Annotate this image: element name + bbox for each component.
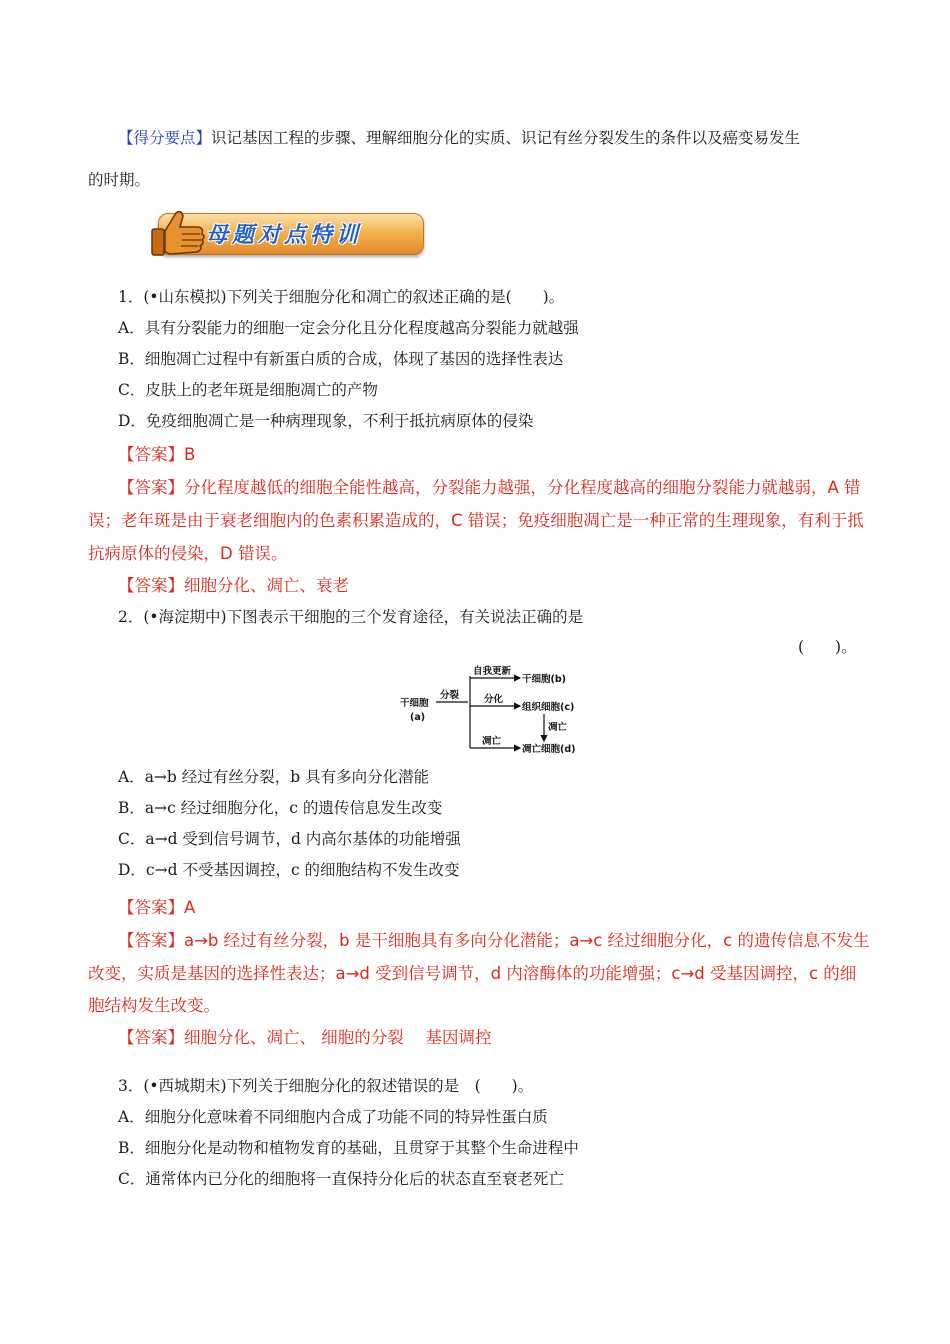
q1-option-a: A．具有分裂能力的细胞一定会分化且分化程度越高分裂能力就越强 xyxy=(118,319,579,337)
q1-explanation-line2: 误；老年斑是由于衰老细胞内的色素积累造成的，C 错误；免疫细胞凋亡是一种正常的生理现象，有利于抵 xyxy=(88,511,864,530)
q2-explanation-line2: 改变，实质是基因的选择性表达；a→d 受到信号调节，d 内溶酶体的功能增强；c→d 受基因调控，c 的细 xyxy=(88,964,857,983)
diagram-label-apop1: 凋亡 xyxy=(548,722,568,733)
key-points-tag: 【得分要点】 xyxy=(118,129,212,147)
diagram-label-a-sub: (a) xyxy=(410,712,426,723)
q1-answer: 【答案】B xyxy=(118,445,196,464)
q2-answer: 【答案】A xyxy=(118,898,196,917)
stem-cell-diagram xyxy=(398,664,598,759)
diagram-label-b: 干细胞(b) xyxy=(522,674,566,685)
q1-topic: 【答案】细胞分化、凋亡、衰老 xyxy=(118,576,349,595)
q1-option-c: C．皮肤上的老年斑是细胞凋亡的产物 xyxy=(118,381,378,399)
q1-explanation-line3: 抗病原体的侵染，D 错误。 xyxy=(88,544,288,563)
q2-explanation-line3: 胞结构发生改变。 xyxy=(88,996,220,1015)
diagram-label-renew: 自我更新 xyxy=(473,666,512,677)
diagram-label-split: 分裂 xyxy=(440,690,460,701)
q2-explanation-line1: 【答案】a→b 经过有丝分裂，b 是干细胞具有多向分化潜能；a→c 经过细胞分化，c 的遗传信息不发生 xyxy=(118,931,870,950)
q3-stem: 3．(•西城期末)下列关于细胞分化的叙述错误的是 ( )。 xyxy=(118,1077,534,1095)
diagram-label-d: 凋亡细胞(d) xyxy=(522,744,576,755)
section-banner xyxy=(148,207,426,257)
q1-option-d: D．免疫细胞凋亡是一种病理现象，不利于抵抗病原体的侵染 xyxy=(118,412,534,430)
banner-title: 母题对点特训 xyxy=(206,223,363,248)
q3-option-b: B．细胞分化是动物和植物发育的基础，且贯穿于其整个生命进程中 xyxy=(118,1139,579,1157)
q2-topic: 【答案】细胞分化、凋亡、 细胞的分裂 基因调控 xyxy=(118,1028,492,1047)
thumbs-up-icon xyxy=(148,207,208,259)
q2-option-a: A．a→b 经过有丝分裂，b 具有多向分化潜能 xyxy=(118,768,430,786)
q2-answer-paren: ( )。 xyxy=(798,638,857,656)
q1-explanation-line1: 【答案】分化程度越低的细胞全能性越高，分裂能力越强，分化程度越高的细胞分裂能力就越弱，A 错 xyxy=(118,478,861,497)
q2-option-c: C．a→d 受到信号调节，d 内高尔基体的功能增强 xyxy=(118,830,461,848)
key-points-text: 识记基因工程的步骤、理解细胞分化的实质、识记有丝分裂发生的条件以及癌变易发生 xyxy=(211,129,801,147)
q2-option-b: B．a→c 经过细胞分化，c 的遗传信息发生改变 xyxy=(118,799,443,817)
key-points-paragraph xyxy=(118,126,800,148)
q3-option-c: C．通常体内已分化的细胞将一直保持分化后的状态直至衰老死亡 xyxy=(118,1170,564,1188)
q2-stem: 2．(•海淀期中)下图表示干细胞的三个发育途径，有关说法正确的是 xyxy=(118,608,584,626)
diagram-label-diff: 分化 xyxy=(484,694,504,705)
q1-option-b: B．细胞凋亡过程中有新蛋白质的合成，体现了基因的选择性表达 xyxy=(118,350,564,368)
key-points-continuation: 的时期。 xyxy=(88,171,151,189)
diagram-label-apop2: 凋亡 xyxy=(482,736,502,747)
q1-stem: 1．(•山东模拟)下列关于细胞分化和凋亡的叙述正确的是( )。 xyxy=(118,288,565,306)
diagram-label-c: 组织细胞(c) xyxy=(522,702,575,713)
diagram-label-a: 干细胞 xyxy=(400,698,429,709)
q2-option-d: D．c→d 不受基因调控，c 的细胞结构不发生改变 xyxy=(118,861,460,879)
q3-option-a: A．细胞分化意味着不同细胞内合成了功能不同的特异性蛋白质 xyxy=(118,1108,548,1126)
